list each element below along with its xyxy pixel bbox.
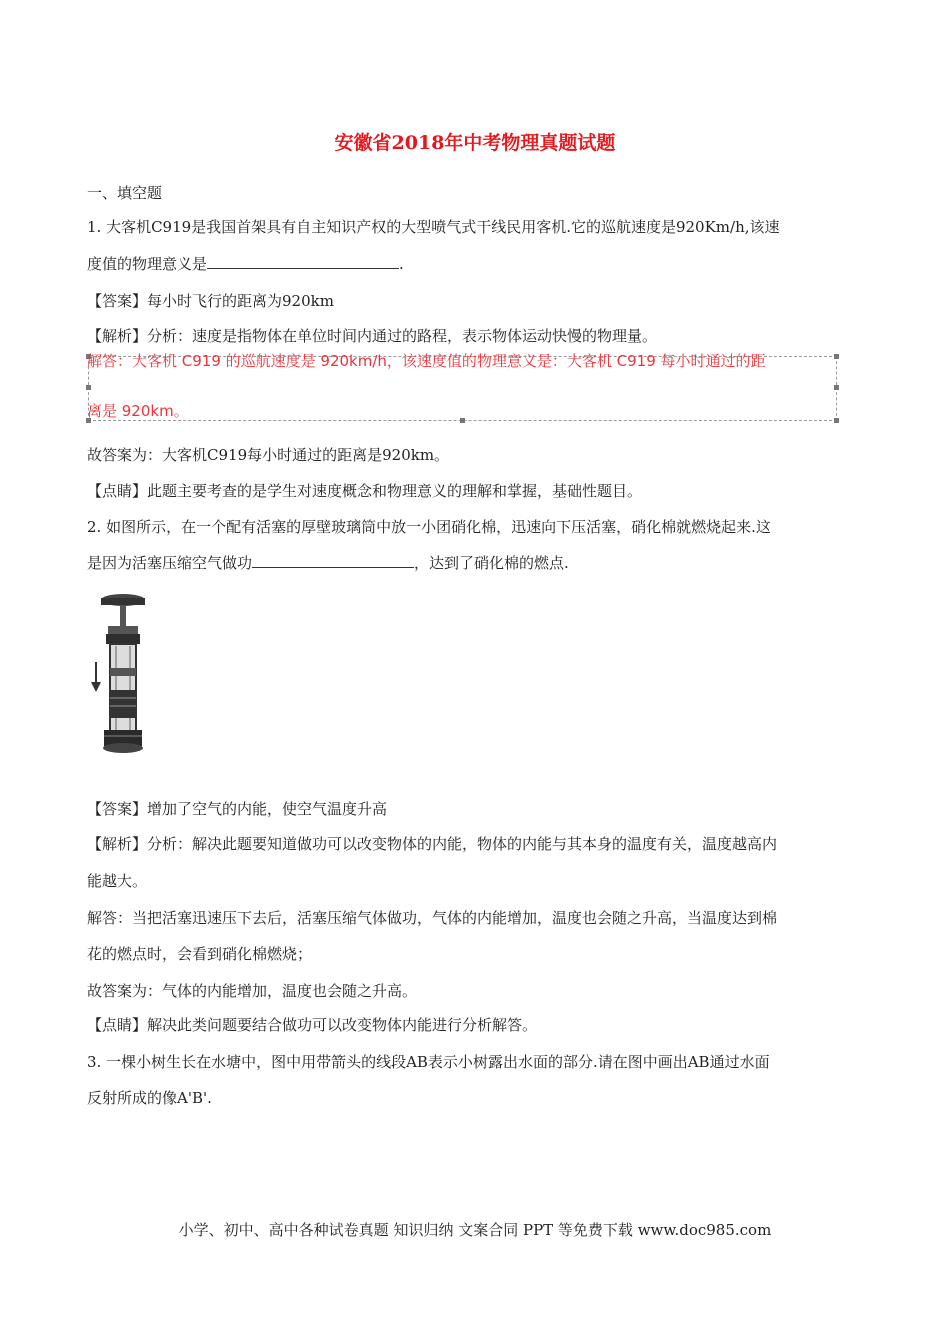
question-3-text: 3. 一棵小树生长在水塘中，图中用带箭头的线段AB表示小树露出水面的部分.请在图中画出AB通过水面 bbox=[87, 1053, 770, 1071]
section-heading: 一、填空题 bbox=[87, 184, 163, 202]
question-2-solution: 解答：当把活塞迅速压下去后，活塞压缩气体做功，气体的内能增加，温度也会随之升高，当温度达到棉 bbox=[87, 909, 778, 927]
question-2-text-cont bbox=[87, 552, 569, 574]
question-1-suffix: . bbox=[399, 255, 404, 273]
page-footer: 小学、初中、高中各种试卷真题 知识归纳 文案合同 PPT 等免费下载 www.doc985.com bbox=[178, 1221, 772, 1239]
question-2-solution-cont: 花的燃点时，会看到硝化棉燃烧； bbox=[87, 945, 313, 963]
resize-handle[interactable] bbox=[834, 418, 839, 423]
question-1-conclusion: 故答案为：大客机C919每小时通过的距离是920km。 bbox=[87, 446, 450, 464]
resize-handle[interactable] bbox=[86, 385, 91, 390]
question-2-analysis-cont: 能越大。 bbox=[87, 872, 148, 890]
question-2-prefix: 是因为活塞压缩空气做功 bbox=[87, 554, 253, 572]
question-1-prefix: 度值的物理意义是 bbox=[87, 255, 208, 273]
question-1-text-cont bbox=[87, 253, 404, 275]
resize-handle[interactable] bbox=[460, 418, 465, 423]
question-1-answer: 【答案】每小时飞行的距离为920km bbox=[87, 292, 334, 310]
answer-blank bbox=[207, 254, 399, 269]
question-2-suffix: ，达到了硝化棉的燃点. bbox=[414, 554, 569, 572]
question-2-text: 2. 如图所示，在一个配有活塞的厚壁玻璃筒中放一小团硝化棉，迅速向下压活塞，硝化棉就燃烧起来.这 bbox=[87, 518, 771, 536]
resize-handle[interactable] bbox=[834, 354, 839, 359]
resize-handle[interactable] bbox=[834, 385, 839, 390]
question-1-analysis: 【解析】分析：速度是指物体在单位时间内通过的路程，表示物体运动快慢的物理量。 bbox=[87, 327, 658, 345]
question-2-answer: 【答案】增加了空气的内能，使空气温度升高 bbox=[87, 800, 388, 818]
question-1-solution-cont[interactable]: 离是 920km。 bbox=[87, 402, 189, 420]
question-3-text-cont: 反射所成的像A'B'. bbox=[87, 1089, 212, 1107]
question-2-comment: 【点睛】解决此类问题要结合做功可以改变物体内能进行分析解答。 bbox=[87, 1016, 538, 1034]
answer-blank bbox=[252, 553, 414, 568]
question-1-solution[interactable]: 解答：大客机 C919 的巡航速度是 920km/h，该速度值的物理意义是：大客机 C919 每小时通过的距 bbox=[87, 352, 766, 370]
piston-cylinder-figure bbox=[88, 590, 148, 762]
page-title: 安徽省2018年中考物理真题试题 bbox=[334, 132, 616, 154]
question-2-conclusion: 故答案为：气体的内能增加，温度也会随之升高。 bbox=[87, 982, 418, 1000]
question-1-text: 1. 大客机C919是我国首架具有自主知识产权的大型喷气式干线民用客机.它的巡航速度是920Km/h,该速 bbox=[87, 218, 780, 236]
question-1-comment: 【点睛】此题主要考查的是学生对速度概念和物理意义的理解和掌握，基础性题目。 bbox=[87, 482, 643, 500]
question-2-analysis: 【解析】分析：解决此题要知道做功可以改变物体的内能，物体的内能与其本身的温度有关，温度越高内 bbox=[87, 835, 778, 853]
